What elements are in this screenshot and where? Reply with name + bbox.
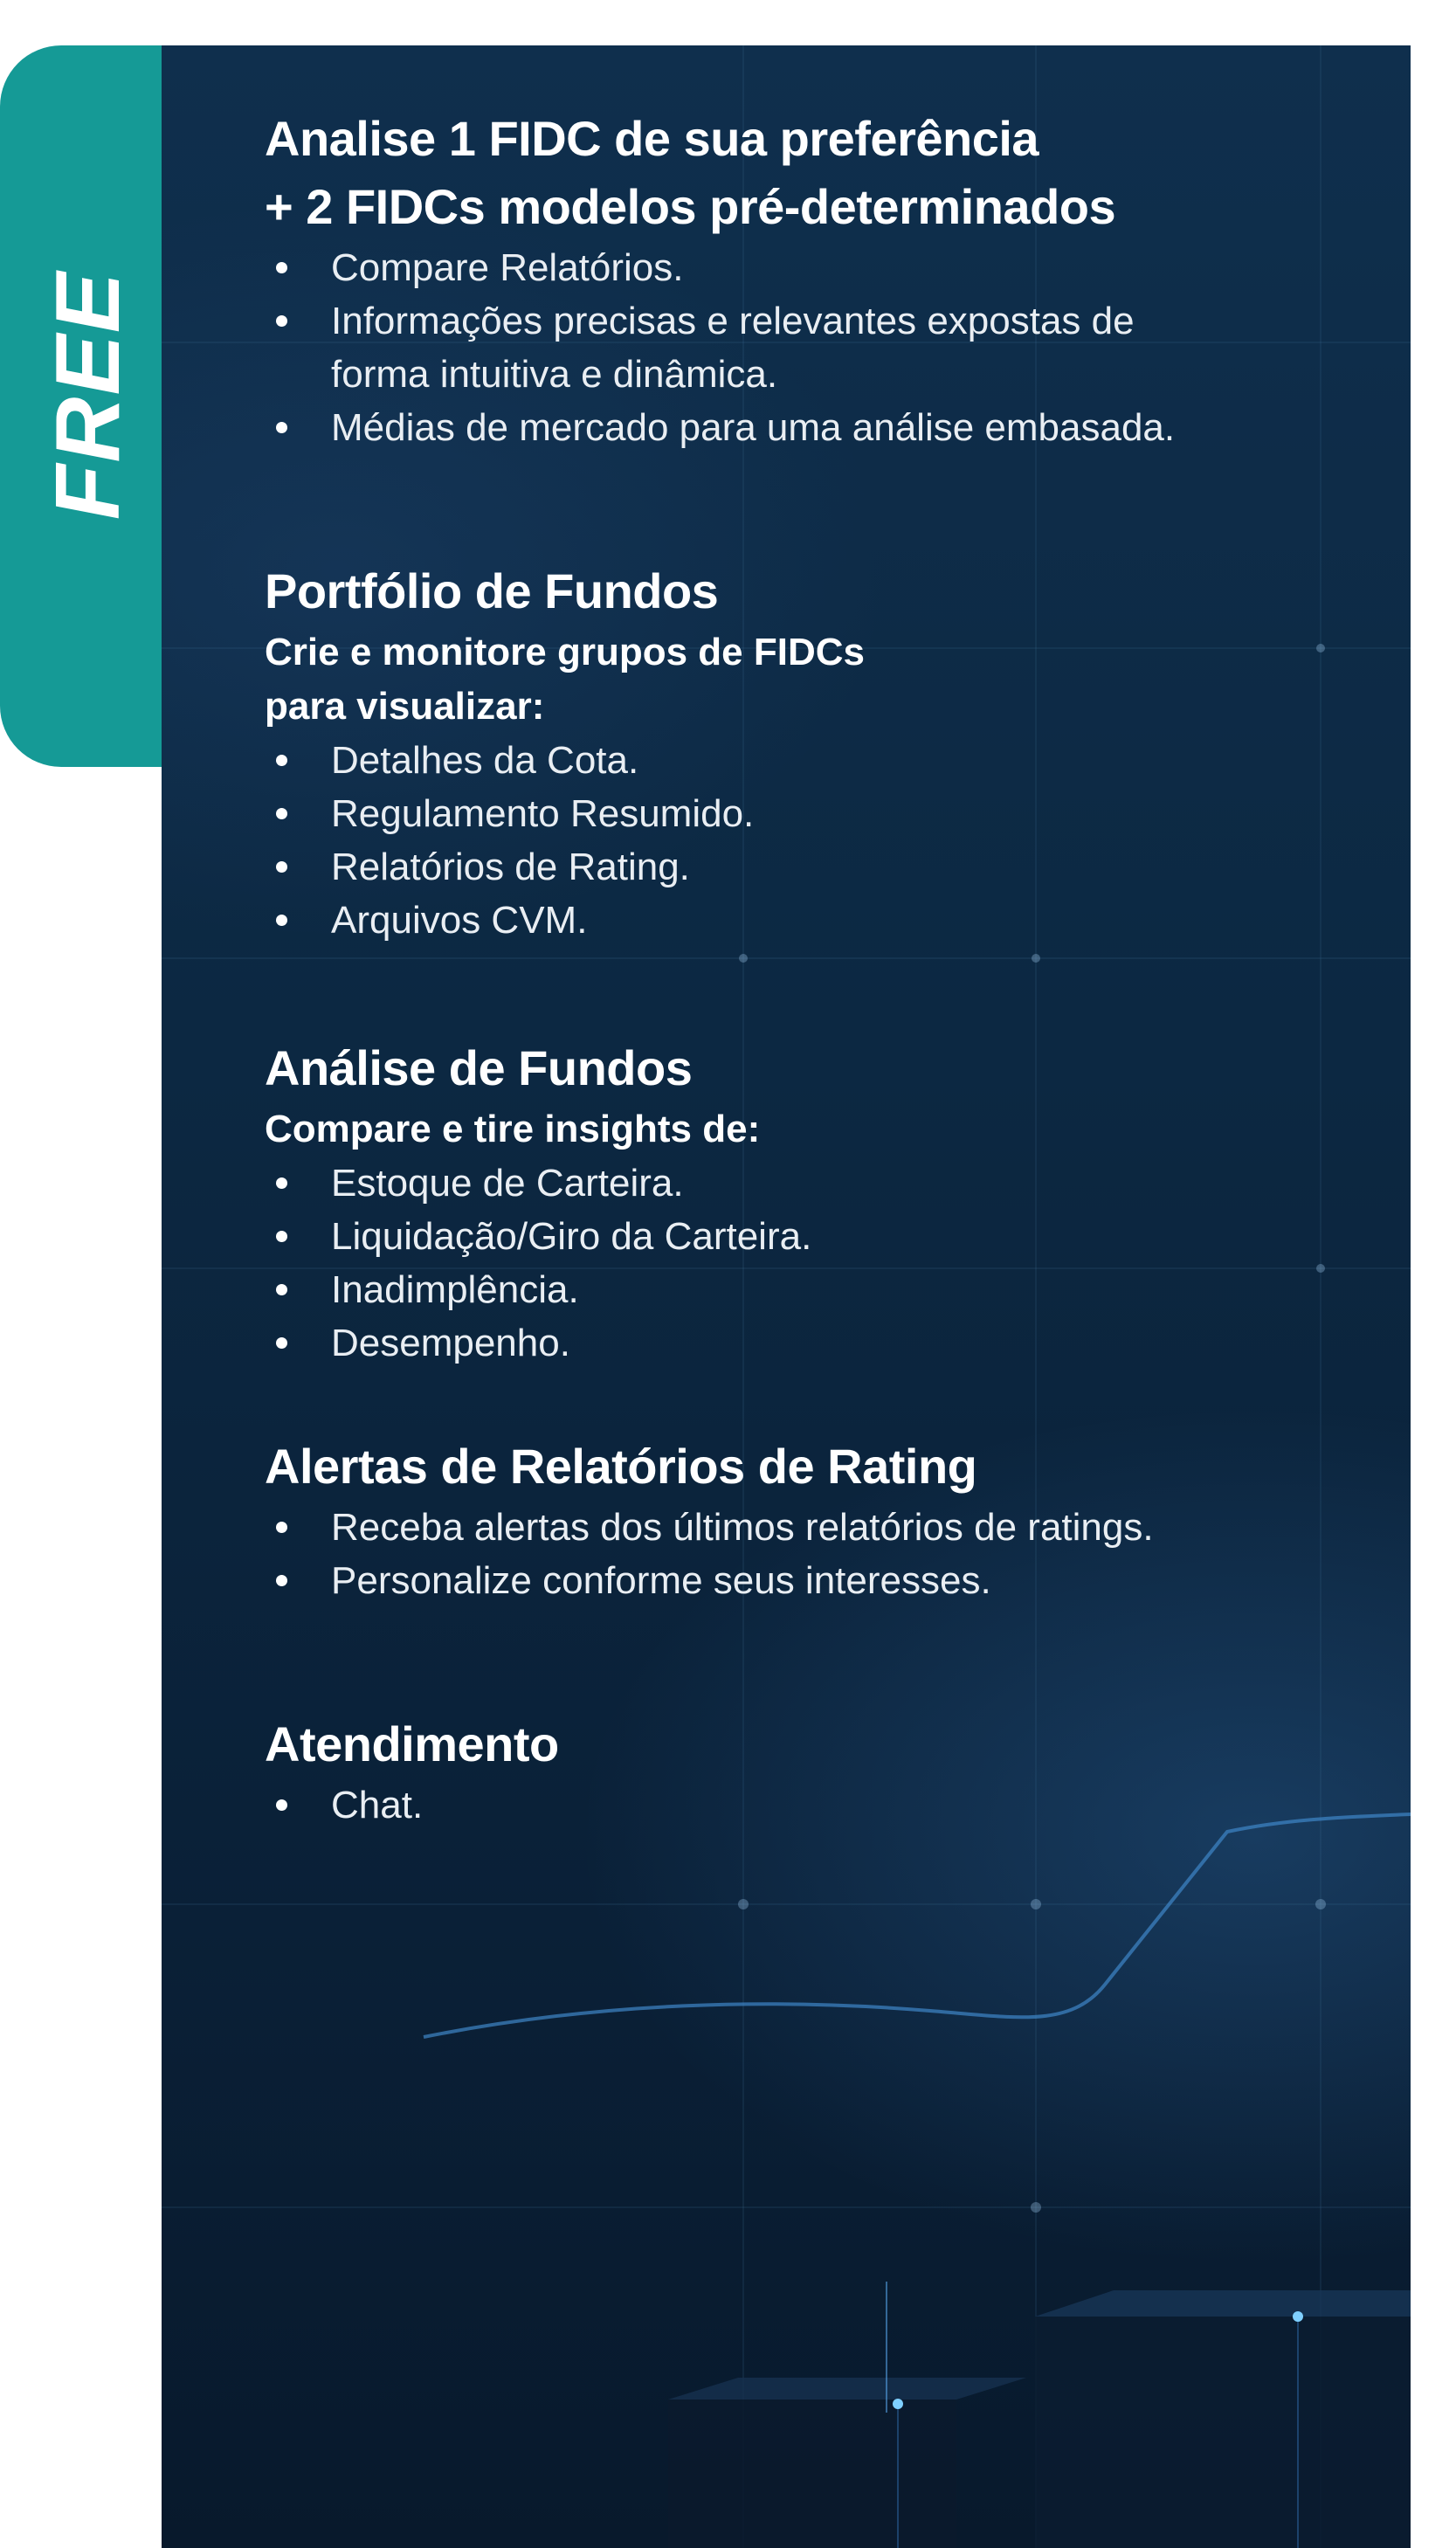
list-item: Regulamento Resumido. — [265, 787, 1374, 840]
tab-label-text: FREE — [38, 270, 140, 520]
bullet-list — [265, 241, 1374, 454]
bullet-list — [265, 1778, 1374, 1832]
bullet-list — [265, 1501, 1374, 1607]
section-subtitle: Compare e tire insights de: — [265, 1108, 761, 1150]
section-subtitle-line-1: Crie e monitore grupos de FIDCs — [265, 631, 865, 673]
list-item: Personalize conforme seus interesses. — [265, 1554, 1374, 1607]
features-panel — [162, 45, 1411, 2548]
section-portfolio — [265, 557, 1374, 947]
list-item: Compare Relatórios. — [265, 241, 1374, 294]
bullet-list — [265, 1157, 1374, 1370]
list-item: Inadimplência. — [265, 1263, 1374, 1316]
section-rating-alerts — [265, 1433, 1374, 1607]
list-item: Liquidação/Giro da Carteira. — [265, 1210, 1374, 1263]
section-title-line-1: Analise 1 FIDC de sua preferência — [265, 111, 1039, 166]
list-item: Desempenho. — [265, 1316, 1374, 1370]
section-title: Alertas de Relatórios de Rating — [265, 1439, 977, 1494]
list-item: Arquivos CVM. — [265, 894, 1374, 947]
features-content — [265, 105, 1374, 1832]
list-item: Receba alertas dos últimos relatórios de ratings. — [265, 1501, 1374, 1554]
section-title: Atendimento — [265, 1716, 559, 1771]
list-item: Relatórios de Rating. — [265, 840, 1374, 894]
section-title-line-2: + 2 FIDCs modelos pré-determinados — [265, 179, 1116, 234]
section-support — [265, 1710, 1374, 1832]
list-item: Detalhes da Cota. — [265, 734, 1374, 787]
section-title: Análise de Fundos — [265, 1040, 693, 1095]
section-title — [265, 105, 1374, 241]
section-fund-analysis — [265, 1034, 1374, 1370]
section-subtitle — [265, 625, 1374, 734]
bullet-list — [265, 734, 1374, 947]
list-item: Médias de mercado para uma análise embasada. — [265, 401, 1374, 454]
list-item: Informações precisas e relevantes expostas de forma intuitiva e dinâmica. — [265, 294, 1374, 401]
list-item: Chat. — [265, 1778, 1374, 1832]
section-subtitle-line-2: para visualizar: — [265, 685, 545, 728]
list-item: Estoque de Carteira. — [265, 1157, 1374, 1210]
free-tab — [0, 45, 175, 767]
section-title: Portfólio de Fundos — [265, 563, 719, 618]
section-fidc-analysis — [265, 105, 1374, 454]
free-tab-label — [37, 264, 141, 526]
